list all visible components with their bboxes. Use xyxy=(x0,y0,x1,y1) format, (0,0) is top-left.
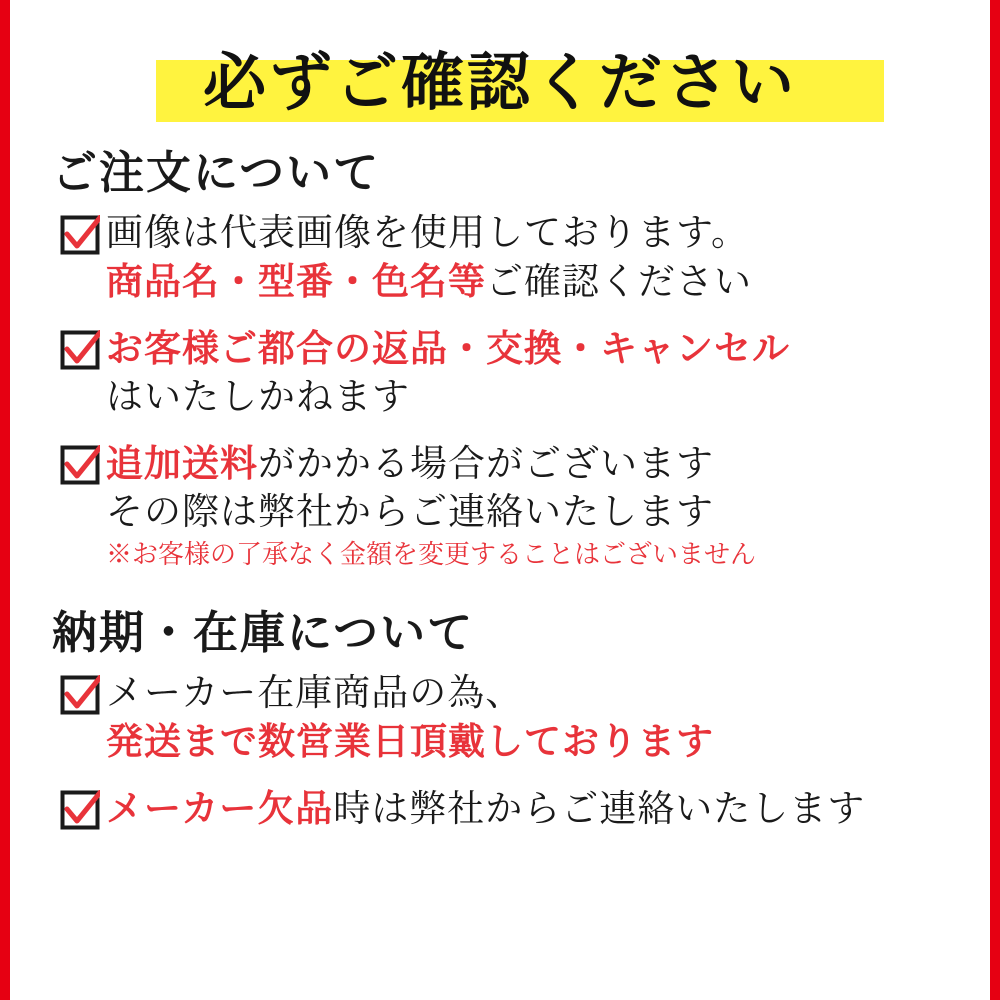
checkbox-checked-icon xyxy=(60,330,100,370)
checkbox-checked-icon xyxy=(60,445,100,485)
text-run: ご確認ください xyxy=(486,260,752,303)
text-run: メーカー欠品 xyxy=(106,786,334,830)
checklist-line xyxy=(106,209,962,257)
checklist-item-text xyxy=(106,439,962,574)
checkbox-checked-icon xyxy=(60,790,100,830)
page-title: 必ずご確認ください xyxy=(203,45,797,119)
checklist-line xyxy=(106,536,962,574)
notice-sections xyxy=(38,136,962,833)
text-run: 画像は代表画像を使用しております。 xyxy=(106,211,750,254)
text-run: 追加送料 xyxy=(106,441,258,485)
notice-page xyxy=(10,0,990,1000)
checklist-line xyxy=(106,373,962,421)
text-run: ※お客様の了承なく金額を変更することはございません xyxy=(106,540,757,570)
left-red-edge-bar xyxy=(0,0,10,1000)
checklist-item-text xyxy=(106,209,962,306)
text-run: がかかる場合がございます xyxy=(258,442,714,485)
checklist-item-text xyxy=(106,669,962,766)
text-run: メーカー在庫商品の為、 xyxy=(106,671,524,714)
right-red-edge-bar xyxy=(990,0,1000,1000)
checkbox-checked-icon xyxy=(60,675,100,715)
checklist-item xyxy=(60,784,962,833)
checklist-item xyxy=(60,669,962,766)
checklist-line xyxy=(106,324,962,373)
text-run: 時は弊社からご連絡いたします xyxy=(333,787,866,830)
checklist-line xyxy=(106,784,962,833)
checklist-item-text xyxy=(106,324,962,421)
checklist-item xyxy=(60,439,962,574)
text-run: はいたしかねます xyxy=(106,375,410,418)
section-heading: 納期・在庫について xyxy=(52,606,475,659)
text-run: 商品名・型番・色名等 xyxy=(106,259,486,303)
text-run: 発送まで数営業日頂戴しております xyxy=(106,719,714,763)
checklist-item xyxy=(60,324,962,421)
section-heading: ご注文について xyxy=(52,146,381,199)
checklist-line xyxy=(106,439,962,488)
checklist-line xyxy=(106,257,962,306)
text-run: その際は弊社からご連絡いたします xyxy=(106,490,714,533)
text-run: お客様ご都合の返品・交換・キャンセル xyxy=(106,326,790,370)
checklist-item xyxy=(60,209,962,306)
page-title-block xyxy=(38,34,962,130)
checkbox-checked-icon xyxy=(60,215,100,255)
checklist-item-text xyxy=(106,784,962,833)
checklist-line xyxy=(106,488,962,536)
checklist-line xyxy=(106,669,962,717)
checklist-line xyxy=(106,717,962,766)
